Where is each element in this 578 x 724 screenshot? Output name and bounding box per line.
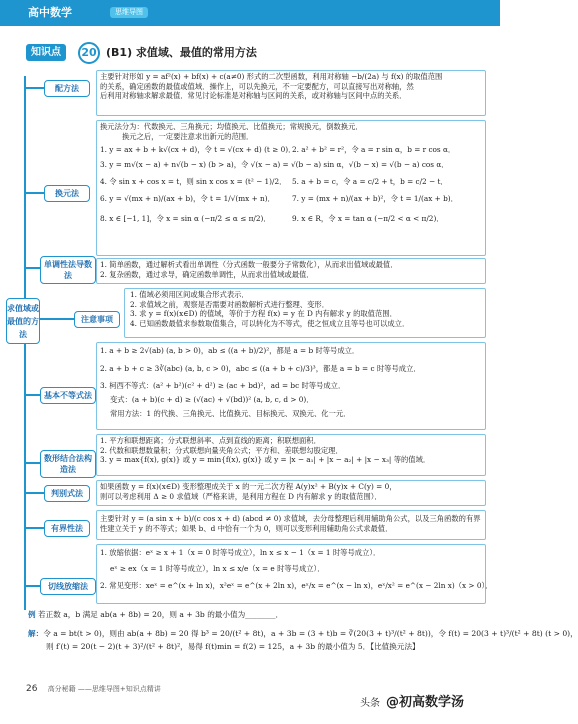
huanyuan-item: 1. y = ax + b + k√(cx + d)，令 t = √(cx + d) (t ≥ 0)． [100, 145, 296, 155]
topic-qiexian: 切线放缩法 [40, 578, 96, 595]
topic-shuxing: 数形结合法构造法 [40, 450, 96, 478]
main-node: 求值域或最值的方法 [6, 298, 40, 344]
zhuyi-content [130, 290, 486, 329]
page-header [0, 0, 500, 26]
peifang-line: 主要针对形如 y = af²(x) + bf(x) + c(a≠0) 形式的二次型函数，利用对称轴 −b/(2a) 与 f(x) 的取值范围 [100, 72, 443, 81]
huanyuan-row [100, 177, 484, 187]
huanyuan-item: 6. y = √(mx + n)/(ax + b)，令 t = 1/√(mx + n)． [100, 194, 275, 204]
topic-panbie: 判别式法 [44, 485, 90, 502]
peifang-line: 的关系，确定函数的最值或值域．操作上，可以先换元，不一定要配方，可以直接写出对称轴，然 [100, 81, 414, 91]
youjie-line: 主要针对 y = (a sin x + b)/(c cos x + d) (abcd ≠ 0) 求值域，去分母整理后利用辅助角公式，以及三角函数的有界 [100, 514, 481, 523]
mindmap-badge: 思维导图 [110, 7, 148, 18]
jiben-content [100, 346, 484, 418]
jiben-line: 1. a + b ≥ 2√(ab) (a, b > 0)，ab ≤ ((a + b)/2)²，都是 a = b 时等号成立． [100, 346, 360, 355]
watermark [360, 694, 464, 711]
peifang-line: 后利用对称轴求解求最值．常见讨论标准是对称轴与区间的关系，或对称轴与区间中点的关系． [100, 91, 407, 101]
solution [28, 628, 578, 654]
qiexian-content [100, 548, 493, 591]
branch-line [24, 192, 44, 194]
branch-line [40, 318, 74, 320]
subject-title: 高中数学 [28, 6, 72, 19]
zhuyi-line: 3. 求 y = f(x)(x∈D) 的值域，等价于方程 f(x) = y 在 D 内有解求 y 的取值范围． [130, 309, 397, 319]
huanyuan-item: 5. a + b = c，令 a = c/2 + t，b = c/2 − t． [292, 176, 448, 186]
jiben-line: 变式：(a + b)(c + d) ≥ (√(ac) + √(bd))² (a, b, c, d > 0)． [110, 394, 314, 404]
solution-line [28, 628, 578, 641]
footer-subtitle: ——思维导图+知识点精讲 [77, 685, 161, 693]
dandiao-line: 1. 简单函数，通过解析式看出单调性（分式函数一般要分子常数化），从而求出值域或最值． [100, 260, 398, 269]
solution-text: 令 a = bt(t > 0)，则由 ab(a + 8b) = 20 得 b³ = 20/(t² + 8t)，a + 3b = (3 + t)b = ∛(20(3 + t)³/(t² + 8t))，令 f(t) = 20(3 + t)³/(t² + 8t) (t > 0)， [43, 629, 578, 638]
jiben-line: 3. 柯西不等式：(a² + b²)(c² + d²) ≥ (ac + bd)²，ad = bc 时等号成立． [100, 381, 346, 391]
example [28, 610, 484, 620]
qiexian-line: eˣ ≥ ex（x = 1 时等号成立），ln x ≤ x/e（x = e 时等号成立）． [110, 563, 325, 573]
huanyuan-intro: 换元之后，一定要注意求出新元的范围． [122, 131, 254, 141]
panbie-content [100, 482, 484, 501]
page-title: (B1) 求值域、最值的常用方法 [106, 46, 257, 59]
youjie-content [100, 514, 484, 533]
topic-huanyuan: 换元法 [44, 185, 90, 202]
huanyuan-row [100, 145, 484, 155]
page-number: 26 [26, 684, 38, 694]
watermark-prefix: 头条 [360, 698, 380, 709]
knowledge-point-number: 20 [78, 42, 100, 64]
branch-line [24, 87, 44, 89]
shuxing-content [100, 436, 484, 465]
shuxing-line: 1. 平方和联想距离；分式联想斜率、点到直线的距离；积联想面积． [100, 436, 321, 445]
shuxing-line: 2. 代数和联想数量积；分式联想向量夹角公式；平方和、差联想勾股定理． [100, 445, 343, 455]
huanyuan-row [100, 214, 484, 224]
page-footer [26, 684, 161, 696]
dandiao-line: 2. 复杂函数，通过求导，确定函数单调性，从而求出值域或最值． [100, 269, 314, 279]
solution-text: 则 f′(t) = 20(t − 2)(t + 3)²/(t² + 8t)²，易得 f(t)min = f(2) = 125，a + 3b 的最小值为 5．【比值换元法】 [46, 641, 420, 651]
branch-line [24, 492, 44, 494]
dandiao-content [100, 260, 484, 279]
jiben-line: 2. a + b + c ≥ 3∛(abc) (a, b, c > 0)，abc ≤ ((a + b + c)/3)³，都是 a = b = c 时等号成立． [100, 363, 421, 373]
solution-label: 解： [28, 629, 44, 638]
footer-book: 高分秘籍 [47, 685, 76, 693]
branch-line [24, 585, 40, 587]
shuxing-line: 3. y = max{f(x), g(x)} 或 y = min{f(x), g(x)} 或 y = |x − a₁| + |x − a₂| + |x − x₃| 等的值域． [100, 455, 431, 465]
huanyuan-item: 3. y = m√(x − a) + n√(b − x) (b > a)，令 √(x − a) = √(b − a) sin α，√(b − x) = √(b − a) cos α． [100, 159, 449, 169]
topic-zhuyi: 注意事项 [74, 311, 120, 328]
huanyuan-content [100, 122, 484, 223]
watermark-handle: @初高数学汤 [386, 695, 465, 710]
huanyuan-item: 2. a² + b² = r²，令 a = r sin α，b = r cos α． [292, 145, 456, 155]
example-text: 若正数 a，b 满足 ab(a + 8b) = 20，则 a + 3b 的最小值为________． [38, 610, 284, 619]
zhuyi-line: 4. 已知函数最值求参数取值集合，可以转化为不等式，使之恒成立且等号也可以成立． [130, 318, 410, 328]
topic-youjie: 有界性法 [44, 520, 90, 537]
huanyuan-item: 4. 令 sin x + cos x = t，则 sin x cos x = (t² − 1)/2． [100, 176, 287, 186]
panbie-line: 如果函数 y = f(x)(x∈D) 变形整理成关于 x 的一元二次方程 A(y)x² + B(y)x + C(y) = 0， [100, 482, 397, 491]
youjie-line: 性建立关于 y 的不等式；如果 b、d 中恰有一个为 0，则可以变形利用辅助角公式求最值． [100, 523, 393, 533]
branch-line [24, 267, 40, 269]
huanyuan-row [100, 194, 484, 204]
knowledge-point-title [26, 44, 486, 64]
knowledge-point-tag: 知识点 [26, 44, 66, 61]
jiben-line: 常用方法：1 的代换、三角换元、比值换元、目标换元、双换元、化一元． [110, 408, 351, 418]
branch-line [24, 527, 44, 529]
branch-line [24, 462, 40, 464]
topic-peifang: 配方法 [44, 80, 90, 97]
peifang-content [100, 72, 484, 101]
huanyuan-intro: 换元法分为：代数换元、三角换元；均值换元、比值换元；常规换元，倒数换元． [100, 122, 363, 131]
qiexian-line: 1. 放缩依据：eˣ ≥ x + 1（x = 0 时等号成立），ln x ≤ x − 1（x = 1 时等号成立）． [100, 548, 381, 557]
zhuyi-line: 1. 值域必须用区间或集合形式表示． [130, 290, 249, 299]
topic-dandiao: 单调性法导数法 [40, 256, 96, 284]
zhuyi-line: 2. 求值域之前，观察是否需要对函数解析式进行整理、变形． [130, 299, 329, 309]
huanyuan-item: 7. y = (mx + n)/(ax + b)²，令 t = 1/(ax + b)． [292, 194, 458, 204]
huanyuan-item: 9. x ∈ R，令 x = tan α (−π/2 < α < π/2)． [292, 213, 444, 223]
panbie-line: 则可以考虑利用 Δ ≥ 0 求值域（严格来讲，是利用方程在 D 内有解求 y 的取值范围）． [100, 491, 382, 501]
qiexian-line: 2. 常见变形：xeˣ = e^(x + ln x)，x²eˣ = e^(x + 2ln x)，eˣ/x = e^(x − ln x)，eˣ/x² = e^(x − 2ln x)（x > 0）． [100, 581, 493, 591]
example-label: 例 [28, 610, 36, 619]
topic-jiben: 基本不等式法 [40, 387, 96, 404]
huanyuan-item: 8. x ∈ [−1, 1]，令 x = sin α (−π/2 ≤ α ≤ π/2)． [100, 213, 271, 223]
